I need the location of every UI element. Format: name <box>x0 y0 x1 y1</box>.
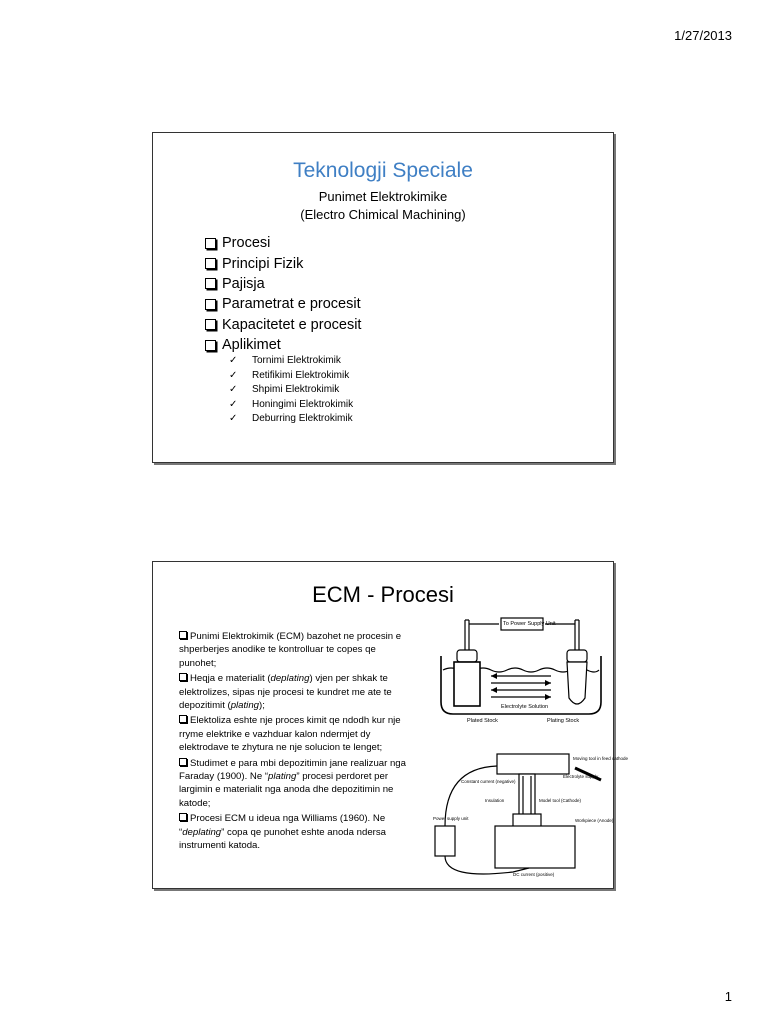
topic-label: Principi Fizik <box>222 255 304 272</box>
topic-label: Parametrat e procesit <box>222 296 361 313</box>
cathode-tool <box>519 774 535 816</box>
label-electrolyte-supply: Electrolyte supply <box>563 774 599 779</box>
checkbox-bullet-icon <box>205 258 216 269</box>
topic-item <box>205 294 361 314</box>
application-label: Shpimi Elektrokimik <box>252 384 340 395</box>
topic-label: Aplikimet <box>222 337 281 354</box>
paragraph-text: ” procesi perdoret per largimin e materialit nga anoda dhe depozitimin ne katode; <box>179 771 394 809</box>
slide-2 <box>152 561 629 889</box>
topic-item <box>205 315 361 335</box>
checkbox-bullet-icon <box>205 299 216 310</box>
emphasis-text: deplating <box>270 673 310 685</box>
checkbox-bullet-icon <box>179 631 187 639</box>
checkbox-bullet-icon <box>179 715 187 723</box>
paragraph <box>179 757 411 811</box>
topic-label: Procesi <box>222 235 271 252</box>
electrode-holder <box>567 650 587 662</box>
tool-holder <box>497 754 569 774</box>
power-supply-unit <box>435 826 455 856</box>
paragraph-text: Heqja e materialit ( <box>190 673 271 685</box>
label-model-tool: Model tool (Cathode) <box>539 798 582 803</box>
checkbox-bullet-icon <box>205 340 216 351</box>
arrow-head-icon <box>491 687 497 693</box>
label-plating-stock: Plating Stock <box>547 718 580 724</box>
paragraph <box>179 630 411 670</box>
plating-stock <box>567 662 587 704</box>
slide-1-subtitle-2: (Electro Chimical Machining) <box>300 207 466 222</box>
application-label: Tornimi Elektrokimik <box>252 355 341 366</box>
checkmark-icon: ✓ <box>229 413 238 424</box>
emphasis-text: deplating <box>182 826 222 838</box>
arrow-head-icon <box>545 694 551 700</box>
label-dc-current: DC current (positive) <box>513 872 555 877</box>
slide-1-subtitle-1: Punimet Elektrokimike <box>318 189 448 204</box>
checkbox-bullet-icon <box>179 813 187 821</box>
application-item <box>229 412 353 427</box>
page-date: 1/27/2013 <box>674 28 732 43</box>
application-item <box>229 369 353 384</box>
label-plated-stock: Plated Stock <box>467 718 498 724</box>
paragraph-text: Punimi Elektrokimik (ECM) bazohet ne procesin e shperberjes anodike te kontrolluar te copes qe punohet; <box>179 631 402 669</box>
application-label: Honingimi Elektrokimik <box>252 398 354 410</box>
arrow-head-icon <box>545 680 551 686</box>
label-power-unit: To Power Supply Unit <box>503 621 556 627</box>
paragraph <box>179 714 411 754</box>
paragraph-text: Studimet e para mbi depozitimin jane realizuar nga Faraday (1900). Ne “ <box>179 757 406 783</box>
label-electrolyte: Electrolyte Solution <box>501 704 549 710</box>
plated-stock <box>454 662 480 706</box>
topic-item <box>205 253 361 273</box>
checkbox-bullet-icon <box>179 673 187 681</box>
page-number: 1 <box>724 989 732 1004</box>
label-workpiece: Workpiece (Anode) <box>575 818 614 823</box>
slide-1 <box>152 132 614 463</box>
paragraph-text: ” copa qe punohet eshte anoda ndersa instrumenti katoda. <box>179 826 386 852</box>
paragraph-text: Procesi ECM u ideua nga Williams (1960). Ne “ <box>179 813 386 838</box>
emphasis-text: plating <box>230 700 259 712</box>
workpiece-anode <box>495 826 575 868</box>
application-item <box>229 383 353 398</box>
topic-label: Kapacitetet e procesit <box>222 316 362 333</box>
electrode-holder <box>457 650 477 662</box>
application-list <box>229 354 353 427</box>
slide-2-title: ECM - Procesi <box>312 582 454 607</box>
emphasis-text: plating <box>268 771 297 783</box>
checkmark-icon: ✓ <box>229 369 238 381</box>
paragraph <box>179 672 411 712</box>
label-feed: Moving tool in feed cathode <box>573 756 629 761</box>
application-item <box>229 354 353 369</box>
application-label: Deburring Elektrokimik <box>252 413 353 424</box>
arrow-head-icon <box>491 673 497 679</box>
topic-list <box>205 233 361 355</box>
paragraph <box>179 812 411 852</box>
paragraph-text: ) vjen per shkak te elektrolizes, sipas nje procesi te kundret me ate te depozitimit ( <box>179 673 392 712</box>
checkmark-icon: ✓ <box>229 398 238 410</box>
topic-item <box>205 335 361 355</box>
slide-2-text <box>179 630 411 855</box>
checkbox-bullet-icon <box>205 238 216 249</box>
label-power-supply: Power supply unit <box>433 816 469 821</box>
topic-item <box>205 274 361 294</box>
paragraph-text: Elektoliza eshte nje proces kimit qe ndodh kur nje rryme elektrike e vazhduar kalon ndermjet dy elektrodave te zhytura ne nje solucion te lenget; <box>179 715 401 754</box>
label-constant-current: Constant current (negative) <box>461 779 516 784</box>
ecm-process-diagram <box>429 618 629 880</box>
application-label: Retifikimi Elektrokimik <box>252 369 350 381</box>
checkbox-bullet-icon <box>205 278 216 289</box>
topic-label: Pajisja <box>222 275 265 292</box>
checkbox-bullet-icon <box>179 758 187 766</box>
topic-item <box>205 233 361 253</box>
checkbox-bullet-icon <box>205 319 216 330</box>
paragraph-text: ); <box>259 700 265 712</box>
slide-1-title: Teknologji Speciale <box>293 159 473 182</box>
application-item <box>229 398 353 413</box>
checkmark-icon: ✓ <box>229 384 238 395</box>
label-insulation: Insulation <box>485 798 505 803</box>
checkmark-icon: ✓ <box>229 355 238 366</box>
